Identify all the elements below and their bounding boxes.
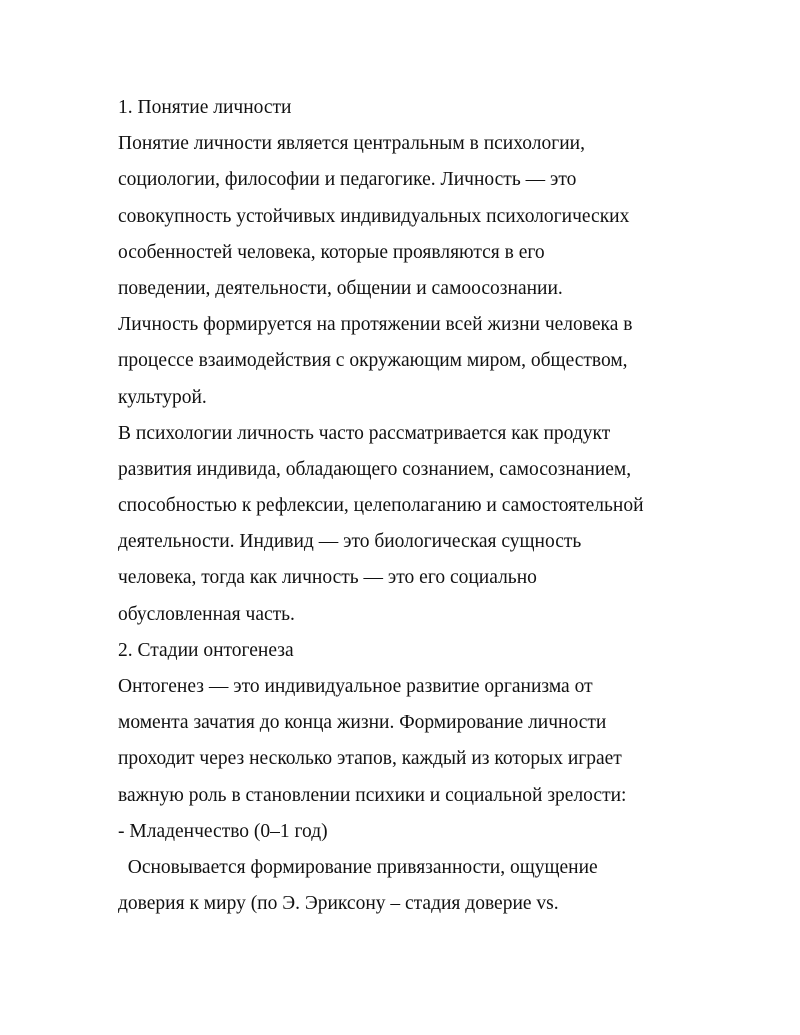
paragraph-line: культурой. xyxy=(118,386,207,408)
paragraph-line: развития индивида, обладающего сознанием, самосознанием, xyxy=(118,458,632,480)
paragraph-line: поведении, деятельности, общении и самоосознании. xyxy=(118,277,563,299)
paragraph-line: Онтогенез — это индивидуальное развитие организма от xyxy=(118,676,593,697)
paragraph-line: проходит через несколько этапов, каждый из которых играет xyxy=(118,748,622,770)
paragraph-line: Основывается формирование привязанности, ощущение xyxy=(118,856,598,878)
paragraph-line: совокупность устойчивых индивидуальных психологических xyxy=(118,205,630,227)
paragraph-line: особенностей человека, которые проявляются в его xyxy=(118,241,545,263)
paragraph-line: момента зачатия до конца жизни. Формирование личности xyxy=(118,712,607,734)
paragraph-line: социологии, философии и педагогике. Личность — это xyxy=(118,169,577,191)
paragraph-line: деятельности. Индивид — это биологическая сущность xyxy=(118,531,582,553)
document-body xyxy=(118,90,718,922)
section-heading-personality: 1. Понятие личности xyxy=(118,97,292,118)
paragraph-line: В психологии личность часто рассматривается как продукт xyxy=(118,422,611,444)
paragraph-line: человека, тогда как личность — это его социально xyxy=(118,567,537,589)
paragraph-line: доверия к миру (по Э. Эриксону – стадия доверие vs. xyxy=(118,893,559,915)
paragraph-line: обусловленная часть. xyxy=(118,603,295,625)
paragraph-line: процессе взаимодействия с окружающим миром, обществом, xyxy=(118,350,628,372)
paragraph-line: способностью к рефлексии, целеполаганию и самостоятельной xyxy=(118,495,644,517)
section-heading-ontogenesis: 2. Стадии онтогенеза xyxy=(118,639,294,661)
paragraph-line: Личность формируется на протяжении всей жизни человека в xyxy=(118,314,633,336)
list-item-infancy: - Младенчество (0–1 год) xyxy=(118,820,328,842)
paragraph-line: Понятие личности является центральным в психологии, xyxy=(118,133,585,155)
paragraph-line: важную роль в становлении психики и социальной зрелости: xyxy=(118,784,627,806)
